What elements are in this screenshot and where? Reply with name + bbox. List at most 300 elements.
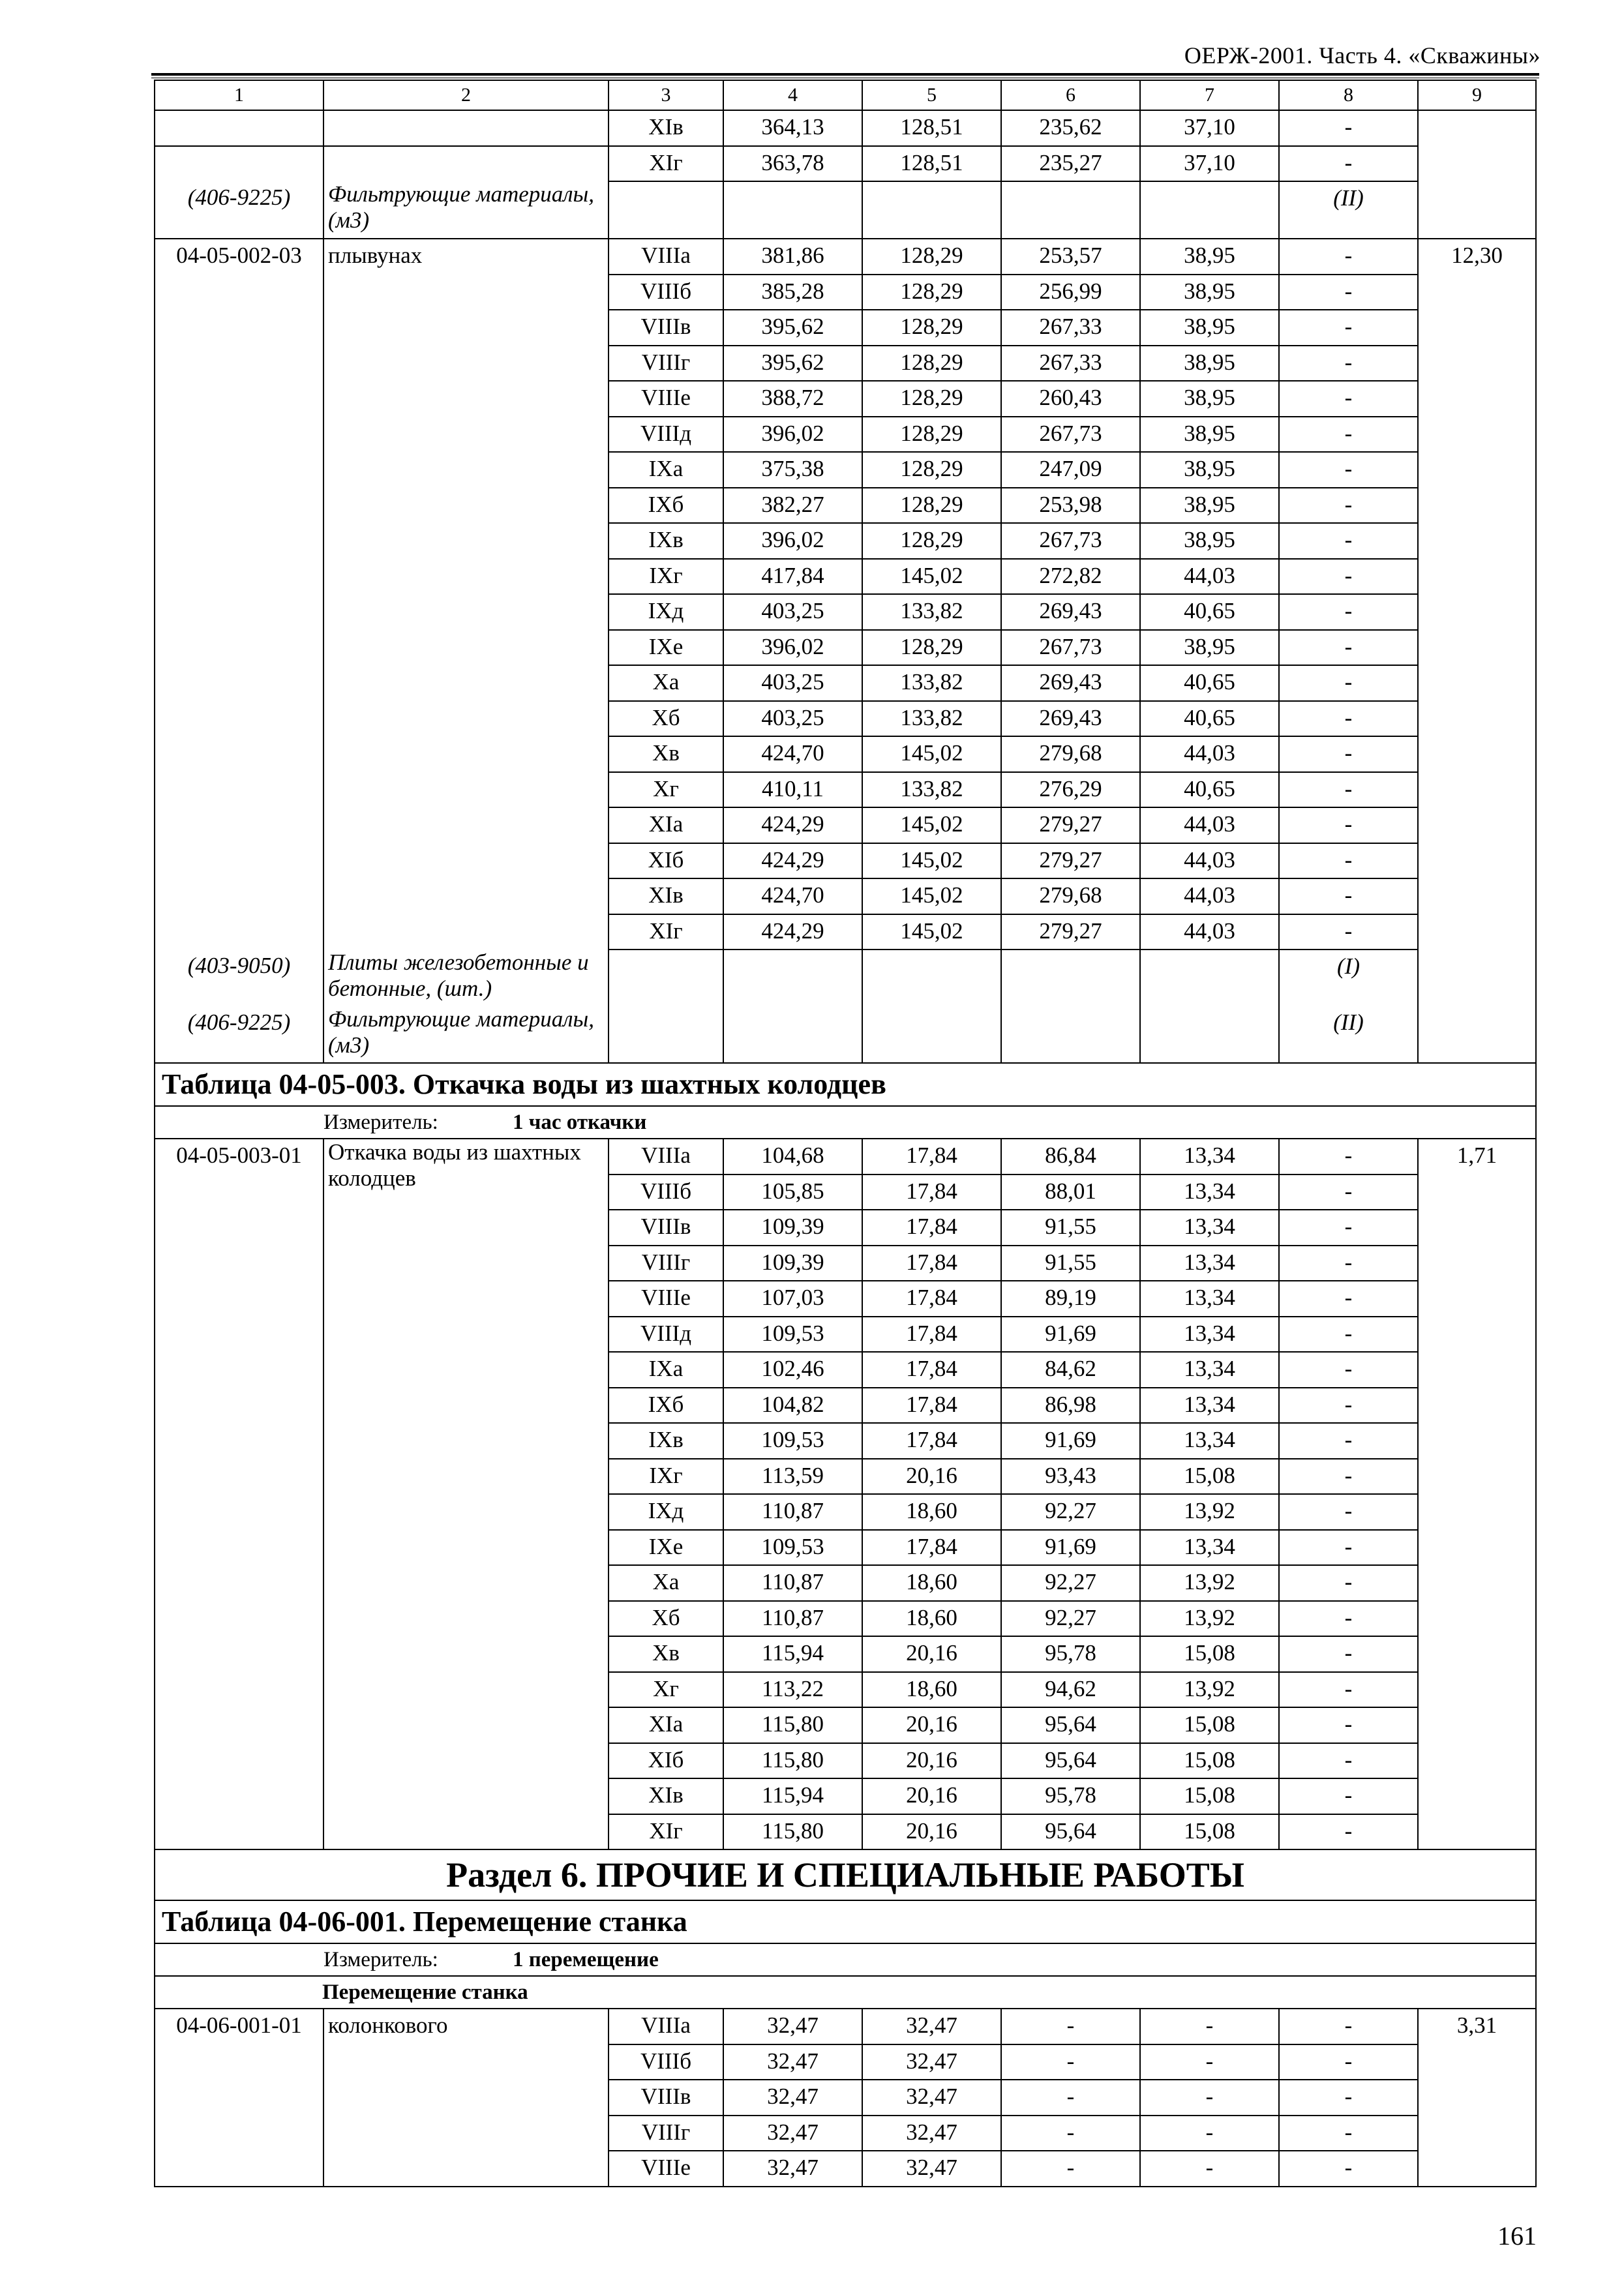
wages-cell: 18,60 bbox=[862, 1494, 1001, 1530]
table-row bbox=[155, 843, 1536, 879]
machines-cell: 247,09 bbox=[1001, 452, 1140, 488]
operator-wages-cell: 38,95 bbox=[1140, 417, 1279, 453]
operator-wages-cell: 13,34 bbox=[1140, 1139, 1279, 1174]
materials-cell: - bbox=[1279, 878, 1418, 914]
column-number: 5 bbox=[862, 80, 1001, 110]
materials-cell: - bbox=[1279, 1281, 1418, 1317]
empty-cell bbox=[323, 878, 609, 914]
measure-row bbox=[155, 1106, 1536, 1139]
operator-wages-cell: 13,34 bbox=[1140, 1281, 1279, 1317]
empty-cell bbox=[155, 452, 323, 488]
total-cost-cell: 388,72 bbox=[723, 381, 862, 417]
table-title-row bbox=[155, 1900, 1536, 1943]
machines-cell: 276,29 bbox=[1001, 772, 1140, 808]
category-cell: Xг bbox=[609, 1672, 723, 1708]
wages-cell: 128,29 bbox=[862, 275, 1001, 310]
table-title-row-cell bbox=[155, 1900, 1536, 1943]
total-cost-cell: 109,53 bbox=[723, 1423, 862, 1459]
materials-cell: - bbox=[1279, 1352, 1418, 1388]
category-cell: IXв bbox=[609, 523, 723, 559]
wages-cell: 32,47 bbox=[862, 2151, 1001, 2187]
wages-cell: 17,84 bbox=[862, 1530, 1001, 1566]
table-row bbox=[155, 417, 1536, 453]
empty-cell bbox=[323, 275, 609, 310]
materials-cell: - bbox=[1279, 2151, 1418, 2187]
materials-cell: - bbox=[1279, 2116, 1418, 2151]
operator-wages-cell: 38,95 bbox=[1140, 523, 1279, 559]
operator-wages-cell: 13,34 bbox=[1140, 1246, 1279, 1281]
column-number: 2 bbox=[323, 80, 609, 110]
operator-wages-cell: 15,08 bbox=[1140, 1707, 1279, 1743]
empty-cell bbox=[723, 181, 862, 239]
empty-cell bbox=[323, 346, 609, 382]
materials-cell: - bbox=[1279, 807, 1418, 843]
materials-cell: - bbox=[1279, 310, 1418, 346]
empty-cell bbox=[155, 559, 323, 595]
total-cost-cell: 113,59 bbox=[723, 1459, 862, 1495]
wages-cell: 128,29 bbox=[862, 346, 1001, 382]
operator-wages-cell: 44,03 bbox=[1140, 878, 1279, 914]
resource-row bbox=[155, 950, 1536, 1006]
total-cost-cell: 110,87 bbox=[723, 1494, 862, 1530]
machines-cell: 260,43 bbox=[1001, 381, 1140, 417]
materials-cell: - bbox=[1279, 1814, 1418, 1850]
operator-wages-cell: 38,95 bbox=[1140, 239, 1279, 275]
table-row bbox=[155, 807, 1536, 843]
materials-cell: - bbox=[1279, 1210, 1418, 1246]
empty-cell bbox=[323, 110, 609, 146]
operator-wages-cell: 44,03 bbox=[1140, 914, 1279, 950]
category-cell: Xа bbox=[609, 1565, 723, 1601]
measure-label: Измеритель: bbox=[323, 1948, 438, 1971]
operator-wages-cell: - bbox=[1140, 2044, 1279, 2080]
materials-cell: - bbox=[1279, 559, 1418, 595]
rates-table bbox=[154, 80, 1537, 2187]
total-cost-cell: 385,28 bbox=[723, 275, 862, 310]
category-cell: XIв bbox=[609, 110, 723, 146]
total-cost-cell: 424,29 bbox=[723, 807, 862, 843]
operator-wages-cell: 13,34 bbox=[1140, 1530, 1279, 1566]
machines-cell: 272,82 bbox=[1001, 559, 1140, 595]
category-cell: VIIIа bbox=[609, 2009, 723, 2044]
wages-cell: 20,16 bbox=[862, 1743, 1001, 1779]
empty-cell bbox=[862, 181, 1001, 239]
rate-code-cell: 04-06-001-01 bbox=[155, 2009, 323, 2187]
total-cost-cell: 115,80 bbox=[723, 1707, 862, 1743]
materials-cell: - bbox=[1279, 2009, 1418, 2044]
table-row bbox=[155, 523, 1536, 559]
machines-cell: - bbox=[1001, 2116, 1140, 2151]
total-cost-cell: 32,47 bbox=[723, 2044, 862, 2080]
operator-wages-cell: 40,65 bbox=[1140, 594, 1279, 630]
empty-cell bbox=[155, 381, 323, 417]
empty-cell bbox=[155, 878, 323, 914]
category-cell: VIIIа bbox=[609, 239, 723, 275]
machines-cell: 267,73 bbox=[1001, 417, 1140, 453]
wages-cell: 18,60 bbox=[862, 1565, 1001, 1601]
machines-cell: 91,55 bbox=[1001, 1210, 1140, 1246]
category-cell: VIIIг bbox=[609, 2116, 723, 2151]
wages-cell: 17,84 bbox=[862, 1388, 1001, 1424]
category-cell: VIIIг bbox=[609, 346, 723, 382]
materials-cell: - bbox=[1279, 110, 1418, 146]
wages-cell: 133,82 bbox=[862, 665, 1001, 701]
wages-cell: 20,16 bbox=[862, 1814, 1001, 1850]
wages-cell: 145,02 bbox=[862, 914, 1001, 950]
materials-cell: - bbox=[1279, 736, 1418, 772]
category-cell: Xб bbox=[609, 701, 723, 737]
category-cell: VIIIв bbox=[609, 2080, 723, 2116]
machines-cell: 91,69 bbox=[1001, 1530, 1140, 1566]
wages-cell: 17,84 bbox=[862, 1352, 1001, 1388]
operator-wages-cell: - bbox=[1140, 2080, 1279, 2116]
operator-wages-cell: - bbox=[1140, 2116, 1279, 2151]
machines-cell: 91,69 bbox=[1001, 1317, 1140, 1353]
total-cost-cell: 109,53 bbox=[723, 1530, 862, 1566]
total-cost-cell: 382,27 bbox=[723, 488, 862, 524]
measure-row bbox=[155, 1943, 1536, 1976]
category-cell: VIIIе bbox=[609, 381, 723, 417]
wages-cell: 145,02 bbox=[862, 559, 1001, 595]
wages-cell: 20,16 bbox=[862, 1459, 1001, 1495]
labor-cell: 12,30 bbox=[1418, 239, 1536, 1063]
total-cost-cell: 364,13 bbox=[723, 110, 862, 146]
materials-cell: - bbox=[1279, 665, 1418, 701]
total-cost-cell: 115,80 bbox=[723, 1743, 862, 1779]
total-cost-cell: 115,80 bbox=[723, 1814, 862, 1850]
measure-value: 1 час откачки bbox=[513, 1111, 647, 1134]
empty-cell bbox=[155, 807, 323, 843]
operator-wages-cell: 13,34 bbox=[1140, 1388, 1279, 1424]
machines-cell: 86,98 bbox=[1001, 1388, 1140, 1424]
labor-cell: 1,71 bbox=[1418, 1139, 1536, 1849]
empty-cell bbox=[323, 772, 609, 808]
machines-cell: - bbox=[1001, 2009, 1140, 2044]
materials-cell: - bbox=[1279, 1139, 1418, 1174]
table-title-row-cell bbox=[155, 1063, 1536, 1106]
total-cost-cell: 110,87 bbox=[723, 1601, 862, 1637]
empty-cell bbox=[323, 807, 609, 843]
empty-cell bbox=[155, 488, 323, 524]
total-cost-cell: 424,70 bbox=[723, 878, 862, 914]
wages-cell: 128,29 bbox=[862, 630, 1001, 666]
machines-cell: 95,64 bbox=[1001, 1743, 1140, 1779]
empty-cell bbox=[1140, 1006, 1279, 1063]
wages-cell: 133,82 bbox=[862, 772, 1001, 808]
category-cell: VIIIе bbox=[609, 2151, 723, 2187]
total-cost-cell: 32,47 bbox=[723, 2151, 862, 2187]
total-cost-cell: 396,02 bbox=[723, 630, 862, 666]
category-cell: VIIIа bbox=[609, 1139, 723, 1174]
wages-cell: 18,60 bbox=[862, 1601, 1001, 1637]
category-cell: XIа bbox=[609, 1707, 723, 1743]
materials-cell: - bbox=[1279, 843, 1418, 879]
table-row bbox=[155, 452, 1536, 488]
table-row bbox=[155, 559, 1536, 595]
materials-cell: - bbox=[1279, 701, 1418, 737]
empty-cell bbox=[1001, 181, 1140, 239]
machines-cell: 269,43 bbox=[1001, 665, 1140, 701]
resource-code-cell: (403-9050) bbox=[155, 950, 323, 1006]
empty-cell bbox=[1001, 1006, 1140, 1063]
empty-cell bbox=[609, 181, 723, 239]
empty-cell bbox=[323, 381, 609, 417]
column-number: 8 bbox=[1279, 80, 1418, 110]
page-number: 161 bbox=[1497, 2221, 1537, 2251]
category-cell: Xг bbox=[609, 772, 723, 808]
materials-cell: - bbox=[1279, 1530, 1418, 1566]
wages-cell: 17,84 bbox=[862, 1317, 1001, 1353]
table-row bbox=[155, 630, 1536, 666]
column-number: 6 bbox=[1001, 80, 1140, 110]
materials-cell: - bbox=[1279, 1423, 1418, 1459]
wages-cell: 128,51 bbox=[862, 110, 1001, 146]
materials-cell: - bbox=[1279, 452, 1418, 488]
category-cell: VIIIб bbox=[609, 1174, 723, 1210]
table-row bbox=[155, 110, 1536, 146]
operator-wages-cell: 13,34 bbox=[1140, 1352, 1279, 1388]
table-row bbox=[155, 146, 1536, 182]
materials-cell: - bbox=[1279, 594, 1418, 630]
machines-cell: 267,33 bbox=[1001, 346, 1140, 382]
materials-cell: - bbox=[1279, 417, 1418, 453]
measure-row-cell bbox=[155, 1106, 1536, 1139]
machines-cell: 92,27 bbox=[1001, 1494, 1140, 1530]
category-cell: IXе bbox=[609, 630, 723, 666]
total-cost-cell: 109,39 bbox=[723, 1246, 862, 1281]
wages-cell: 145,02 bbox=[862, 807, 1001, 843]
resource-name-cell: Плиты железобетонные и бетонные, (шт.) bbox=[323, 950, 609, 1006]
resource-name-cell: Фильтрующие материалы, (м3) bbox=[323, 1006, 609, 1063]
empty-cell bbox=[155, 914, 323, 950]
total-cost-cell: 424,70 bbox=[723, 736, 862, 772]
empty-cell bbox=[723, 950, 862, 1006]
operator-wages-cell: 13,92 bbox=[1140, 1494, 1279, 1530]
wages-cell: 20,16 bbox=[862, 1636, 1001, 1672]
resource-row bbox=[155, 1006, 1536, 1063]
section-title-row-cell bbox=[155, 1849, 1536, 1900]
table-row bbox=[155, 701, 1536, 737]
empty-cell bbox=[323, 914, 609, 950]
total-cost-cell: 403,25 bbox=[723, 594, 862, 630]
operator-wages-cell: 38,95 bbox=[1140, 275, 1279, 310]
machines-cell: 279,27 bbox=[1001, 843, 1140, 879]
empty-cell bbox=[155, 630, 323, 666]
empty-cell bbox=[155, 310, 323, 346]
wages-cell: 128,29 bbox=[862, 452, 1001, 488]
category-cell: Xв bbox=[609, 1636, 723, 1672]
materials-cell: - bbox=[1279, 1672, 1418, 1708]
total-cost-cell: 424,29 bbox=[723, 914, 862, 950]
wages-cell: 128,29 bbox=[862, 239, 1001, 275]
machines-cell: 95,78 bbox=[1001, 1778, 1140, 1814]
total-cost-cell: 102,46 bbox=[723, 1352, 862, 1388]
materials-cell: - bbox=[1279, 1707, 1418, 1743]
total-cost-cell: 107,03 bbox=[723, 1281, 862, 1317]
operator-wages-cell: 13,92 bbox=[1140, 1565, 1279, 1601]
category-cell: IXе bbox=[609, 1530, 723, 1566]
section-title-row bbox=[155, 1849, 1536, 1900]
category-cell: IXг bbox=[609, 1459, 723, 1495]
operator-wages-cell: 40,65 bbox=[1140, 665, 1279, 701]
category-cell: VIIIв bbox=[609, 1210, 723, 1246]
machines-cell: 91,55 bbox=[1001, 1246, 1140, 1281]
machines-cell: 93,43 bbox=[1001, 1459, 1140, 1495]
table-row bbox=[155, 1139, 1536, 1174]
operator-wages-cell: 13,34 bbox=[1140, 1174, 1279, 1210]
machines-cell: 92,27 bbox=[1001, 1565, 1140, 1601]
table-row bbox=[155, 878, 1536, 914]
operator-wages-cell: 37,10 bbox=[1140, 146, 1279, 182]
materials-cell: - bbox=[1279, 488, 1418, 524]
total-cost-cell: 115,94 bbox=[723, 1778, 862, 1814]
materials-cell: - bbox=[1279, 630, 1418, 666]
empty-cell bbox=[323, 843, 609, 879]
wages-cell: 17,84 bbox=[862, 1246, 1001, 1281]
operator-wages-cell: 15,08 bbox=[1140, 1778, 1279, 1814]
labor-cell: 3,31 bbox=[1418, 2009, 1536, 2187]
materials-cell: - bbox=[1279, 772, 1418, 808]
operator-wages-cell: 37,10 bbox=[1140, 110, 1279, 146]
table-row bbox=[155, 381, 1536, 417]
total-cost-cell: 396,02 bbox=[723, 523, 862, 559]
table-subtitle: Перемещение станка bbox=[322, 1981, 528, 2004]
wages-cell: 128,29 bbox=[862, 381, 1001, 417]
empty-cell bbox=[155, 665, 323, 701]
machines-cell: 253,98 bbox=[1001, 488, 1140, 524]
empty-cell bbox=[862, 1006, 1001, 1063]
empty-cell bbox=[155, 736, 323, 772]
category-cell: IXб bbox=[609, 488, 723, 524]
materials-cell: - bbox=[1279, 2044, 1418, 2080]
category-cell: XIг bbox=[609, 146, 723, 182]
machines-cell: 91,69 bbox=[1001, 1423, 1140, 1459]
empty-cell bbox=[323, 146, 609, 182]
materials-cell: - bbox=[1279, 1778, 1418, 1814]
wages-cell: 145,02 bbox=[862, 878, 1001, 914]
total-cost-cell: 424,29 bbox=[723, 843, 862, 879]
empty-cell bbox=[155, 594, 323, 630]
table-title-row bbox=[155, 1063, 1536, 1106]
operator-wages-cell: 38,95 bbox=[1140, 381, 1279, 417]
category-cell: IXа bbox=[609, 1352, 723, 1388]
operator-wages-cell: 13,92 bbox=[1140, 1601, 1279, 1637]
empty-cell bbox=[1001, 950, 1140, 1006]
table-row bbox=[155, 239, 1536, 275]
category-cell: VIIIб bbox=[609, 275, 723, 310]
operator-wages-cell: - bbox=[1140, 2151, 1279, 2187]
wages-cell: 133,82 bbox=[862, 594, 1001, 630]
empty-cell bbox=[155, 772, 323, 808]
materials-cell: - bbox=[1279, 381, 1418, 417]
machines-cell: 95,64 bbox=[1001, 1707, 1140, 1743]
total-cost-cell: 32,47 bbox=[723, 2116, 862, 2151]
wages-cell: 17,84 bbox=[862, 1210, 1001, 1246]
empty-cell bbox=[323, 665, 609, 701]
materials-cell: - bbox=[1279, 1494, 1418, 1530]
operator-wages-cell: 15,08 bbox=[1140, 1636, 1279, 1672]
wages-cell: 128,29 bbox=[862, 417, 1001, 453]
table-row bbox=[155, 914, 1536, 950]
materials-cell: - bbox=[1279, 1601, 1418, 1637]
materials-cell: - bbox=[1279, 1565, 1418, 1601]
empty-cell bbox=[1140, 950, 1279, 1006]
materials-cell: - bbox=[1279, 1459, 1418, 1495]
total-cost-cell: 403,25 bbox=[723, 701, 862, 737]
category-cell: VIIIб bbox=[609, 2044, 723, 2080]
total-cost-cell: 363,78 bbox=[723, 146, 862, 182]
section-title: Раздел 6. ПРОЧИЕ И СПЕЦИАЛЬНЫЕ РАБОТЫ bbox=[446, 1855, 1244, 1894]
table-title: Таблица 04-05-003. Откачка воды из шахтных колодцев bbox=[162, 1068, 886, 1100]
empty-cell bbox=[323, 488, 609, 524]
category-cell: VIIIв bbox=[609, 310, 723, 346]
category-cell: XIв bbox=[609, 1778, 723, 1814]
operator-wages-cell: 13,34 bbox=[1140, 1210, 1279, 1246]
rate-code-cell: 04-05-002-03 bbox=[155, 239, 323, 275]
wages-cell: 128,29 bbox=[862, 523, 1001, 559]
subtitle-row-cell bbox=[155, 1976, 1536, 2009]
materials-cell: - bbox=[1279, 1317, 1418, 1353]
category-cell: VIIIд bbox=[609, 1317, 723, 1353]
materials-cell: - bbox=[1279, 914, 1418, 950]
total-cost-cell: 32,47 bbox=[723, 2009, 862, 2044]
empty-cell bbox=[323, 452, 609, 488]
empty-cell bbox=[155, 523, 323, 559]
column-number: 1 bbox=[155, 80, 323, 110]
wages-cell: 17,84 bbox=[862, 1139, 1001, 1174]
category-cell: Xа bbox=[609, 665, 723, 701]
materials-cell: - bbox=[1279, 1246, 1418, 1281]
rate-code-cell: 04-05-003-01 bbox=[155, 1139, 323, 1849]
wages-cell: 17,84 bbox=[862, 1281, 1001, 1317]
total-cost-cell: 417,84 bbox=[723, 559, 862, 595]
measure-row-cell bbox=[155, 1943, 1536, 1976]
wages-cell: 18,60 bbox=[862, 1672, 1001, 1708]
resource-ref-cell: (I) bbox=[1279, 950, 1418, 1006]
table-row bbox=[155, 594, 1536, 630]
machines-cell: 88,01 bbox=[1001, 1174, 1140, 1210]
category-cell: IXа bbox=[609, 452, 723, 488]
header-rule bbox=[151, 73, 1539, 78]
total-cost-cell: 375,38 bbox=[723, 452, 862, 488]
wages-cell: 32,47 bbox=[862, 2044, 1001, 2080]
total-cost-cell: 105,85 bbox=[723, 1174, 862, 1210]
running-header: ОЕРЖ-2001. Часть 4. «Скважины» bbox=[1184, 42, 1541, 68]
total-cost-cell: 113,22 bbox=[723, 1672, 862, 1708]
materials-cell: - bbox=[1279, 346, 1418, 382]
materials-cell: - bbox=[1279, 523, 1418, 559]
table-row bbox=[155, 346, 1536, 382]
machines-cell: - bbox=[1001, 2044, 1140, 2080]
table-row bbox=[155, 772, 1536, 808]
empty-cell bbox=[323, 736, 609, 772]
wages-cell: 128,51 bbox=[862, 146, 1001, 182]
table-row bbox=[155, 310, 1536, 346]
resource-code-cell: (406-9225) bbox=[155, 1006, 323, 1063]
operator-wages-cell: 44,03 bbox=[1140, 807, 1279, 843]
total-cost-cell: 115,94 bbox=[723, 1636, 862, 1672]
empty-cell bbox=[323, 701, 609, 737]
machines-cell: 279,27 bbox=[1001, 807, 1140, 843]
category-cell: VIIIг bbox=[609, 1246, 723, 1281]
total-cost-cell: 32,47 bbox=[723, 2080, 862, 2116]
category-cell: IXг bbox=[609, 559, 723, 595]
operator-wages-cell: 38,95 bbox=[1140, 630, 1279, 666]
category-cell: XIв bbox=[609, 878, 723, 914]
wages-cell: 128,29 bbox=[862, 488, 1001, 524]
materials-cell: - bbox=[1279, 1636, 1418, 1672]
operator-wages-cell: 40,65 bbox=[1140, 701, 1279, 737]
